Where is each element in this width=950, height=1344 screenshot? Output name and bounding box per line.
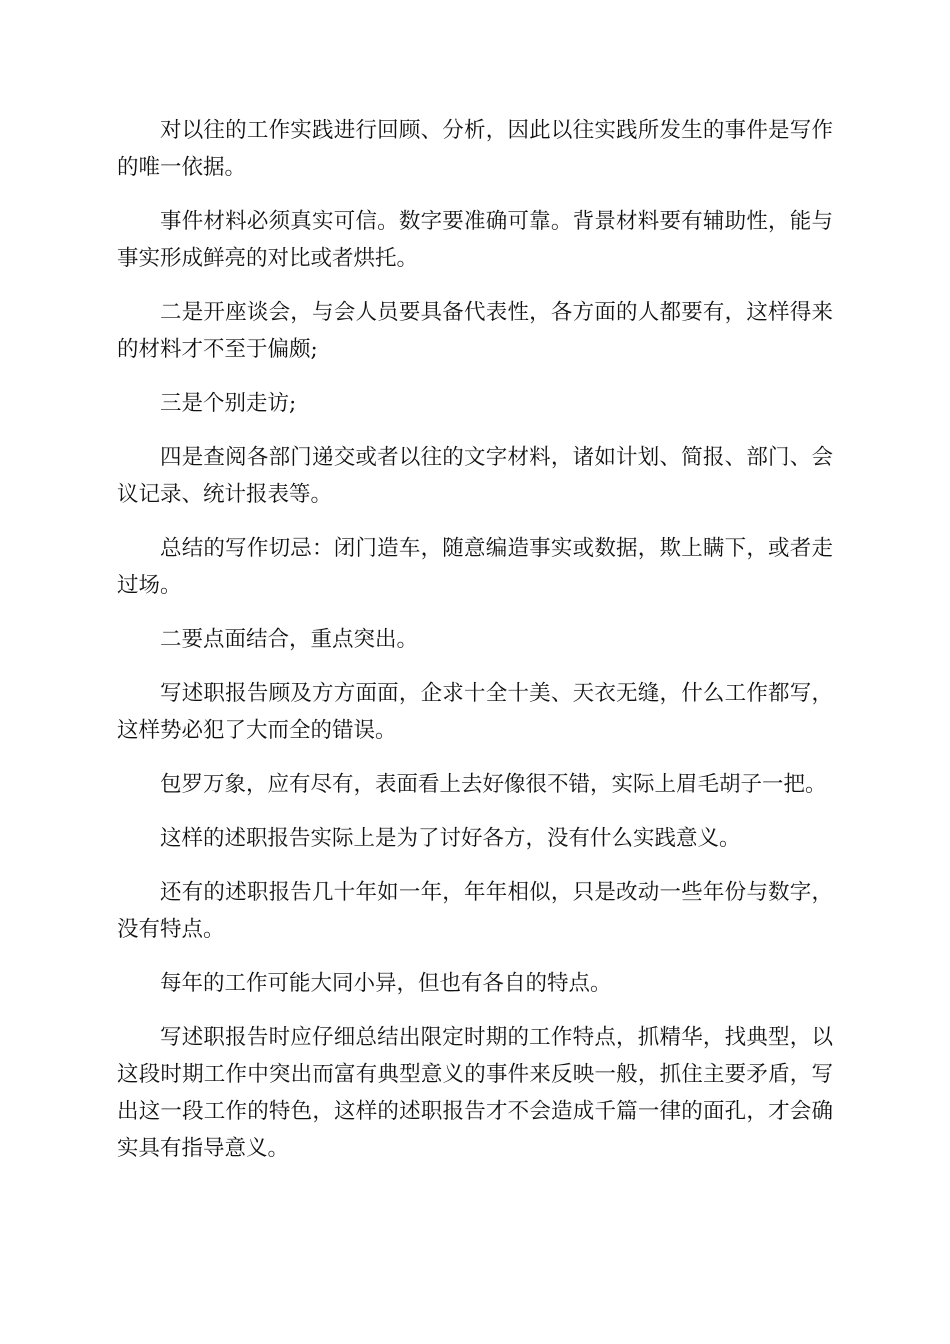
paragraph-7: 二要点面结合，重点突出。 (160, 627, 419, 652)
paragraph-13: 写述职报告时应仔细总结出限定时期的工作特点，抓精华，找典型，以这段时期工作中突出而富有典型意义的事件来反映一般，抓住主要矛盾，写出这一段工作的特色，这样的述职报告才不会造成千篇一律的面孔，才会确实具有指导意义。 (117, 1025, 833, 1161)
paragraph-10: 这样的述职报告实际上是为了讨好各方，没有什么实践意义。 (160, 826, 741, 851)
paragraph-9: 包罗万象，应有尽有，表面看上去好像很不错，实际上眉毛胡子一把。 (160, 772, 827, 797)
paragraph-5: 四是查阅各部门递交或者以往的文字材料，诸如计划、简报、部门、会议记录、统计报表等。 (117, 445, 833, 507)
paragraph-4: 三是个别走访; (160, 391, 297, 416)
paragraph-2: 事件材料必须真实可信。数字要准确可靠。背景材料要有辅助性，能与事实形成鲜亮的对比或者烘托。 (117, 209, 833, 271)
paragraph-11: 还有的述职报告几十年如一年，年年相似，只是改动一些年份与数字，没有特点。 (117, 880, 833, 942)
paragraph-3: 二是开座谈会，与会人员要具备代表性，各方面的人都要有，这样得来的材料才不至于偏颇; (117, 300, 833, 362)
paragraph-6: 总结的写作切忌：闭门造车，随意编造事实或数据，欺上瞒下，或者走过场。 (117, 536, 833, 598)
paragraph-12: 每年的工作可能大同小异，但也有各自的特点。 (160, 971, 612, 996)
paragraph-8: 写述职报告顾及方方面面，企求十全十美、天衣无缝，什么工作都写，这样势必犯了大而全的错误。 (117, 681, 833, 743)
paragraph-1: 对以往的工作实践进行回顾、分析，因此以往实践所发生的事件是写作的唯一依据。 (117, 118, 833, 180)
